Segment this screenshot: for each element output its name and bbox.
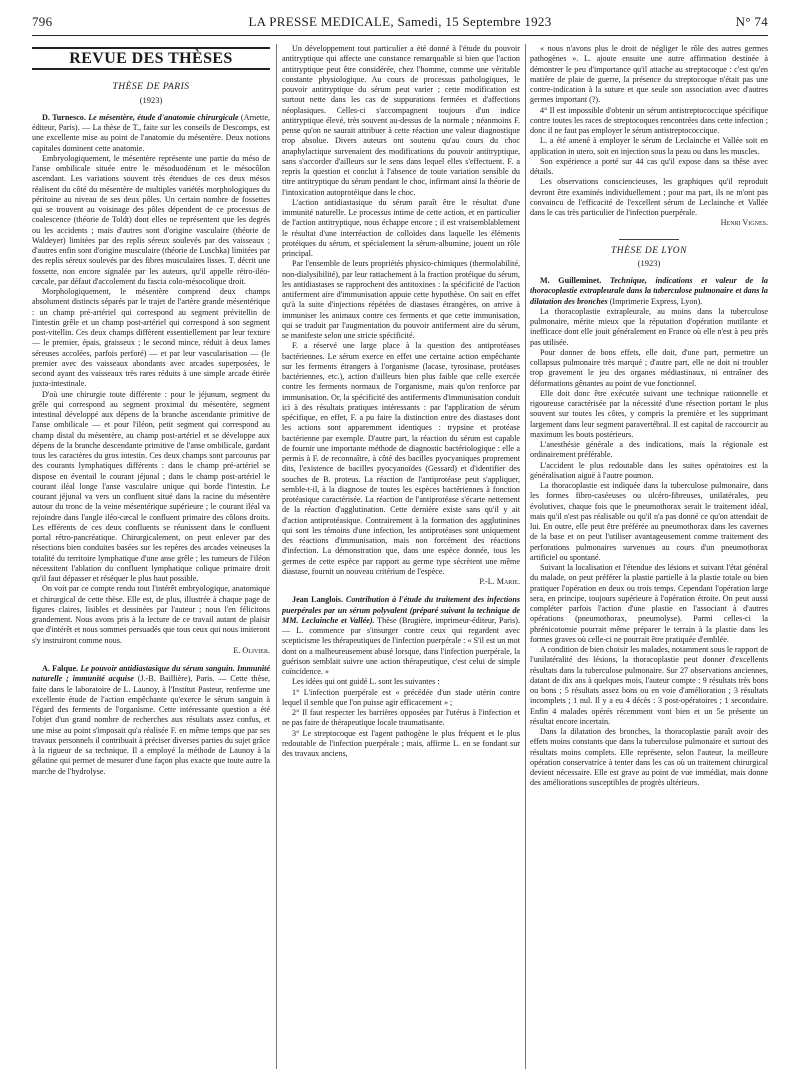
author-name: D. Turnesco.: [42, 112, 86, 122]
review-paragraph: D'où une chirurgie toute différente : pour le jéjunum, segment du grêle qui correspond au segment proximal du mésentère, segment intestinal développé aux dépens de la branche ascendante primitive de l'anse ombilicale — et pour l'iléon, petit segment qui correspond au champ distal du mésentère, au champ post-artériel et se développe aux dépens de la branche descendante primitive de l'anse ombilicale, gardant tous les caractères du gros intestin. Ces deux champs sont parcourus par des courants lymphatiques différents : dans le champ pré-artériel se dispose en éventail le courant jéjunal ; dans le champ post-artériel le courant iléal longe l'anse vasculaire unique qui borde l'intestin. Le courant jéjunal va vers un confluent situé dans la racine du mésentère autour du tronc de la veine mésentérique supérieure ; le courant iléal va rejoindre dans l'angle iléo-cæcal le confluent primaire des côlons droits. Les efférents de ces deux confluents se réunissent dans le confluent portal rétro-pancréatique. Chirurgicalement, on peut enlever par des résections bien conduites basées sur les repères des arcades veineuses la totalité du territoire lymphatique d'une anse grêle ; les tumeurs de l'iléon nécessitent l'ablation du confluent lymphatique colique primaire droit qu'il faut dépasser et réséquer le plus haut possible.: [32, 389, 270, 583]
thesis-title: Contribution à l'étude du traitement des infections puerpérales par un sérum polyvalent (préparé suivant la technique de MM. Leclainche et Vallée).: [282, 595, 520, 625]
journal-title: LA PRESSE MEDICALE, Samedi, 15 Septembre 1923: [248, 14, 552, 29]
falque-review: [32, 664, 270, 777]
review-paragraph: Dans la dilatation des bronches, la thoracoplastie paraît avoir des effets moins constants que dans la tuberculose pulmonaire et surtout des résultats moins complets. Elle représente, selon l'auteur, la meilleure opération conservatrice à tenter dans les cas où un traitement chirurgical devient nécessaire. Elle est grave au point de vue immédiat, mais donne des améliorations susceptibles de progrès ultérieurs.: [530, 727, 768, 788]
review-paragraph: 4° Il est impossible d'obtenir un sérum antistreptococcique spécifique contre toutes les races de streptocoques rencontrées dans cette infection ; donc il ne faut pas employer le sérum antistreptococcique.: [530, 105, 768, 135]
lyon-heading: THÈSE DE LYON: [611, 245, 687, 256]
review-paragraph: Les idées qui ont guidé L. sont les suivantes :: [292, 677, 440, 687]
paris-heading: THÈSE DE PARIS: [112, 82, 190, 93]
review-paragraph: 1° L'infection puerpérale est « précédée d'un stade utérin contre lequel il semble que l'on puisse agir efficacement » ;: [282, 687, 520, 707]
guilleminet-review: [530, 276, 768, 307]
review-paragraph: La thoracoplastie est indiquée dans la tuberculose pulmonaire, dans les formes fibro-caséeuses ou ulcéro-fibreuses, unilatérales, peu évolutives, chaque fois que le pneumothorax serait le traitement idéal, mais qu'il n'est pas réalisable ou qu'il n'a pas donné ce qu'on attendait de lui. En outre, elle peut être préférée au pneumothorax dans les cavernes de la base et on peut l'utiliser avantageusement comme traitement des perforations pulmonaires survenues au cours d'un pneumothorax artificiel ou spontané.: [530, 481, 768, 562]
column-separator: [276, 44, 277, 1069]
author-name: Jean Langlois.: [292, 595, 343, 605]
review-paragraph: On voit par ce compte rendu tout l'intérêt embryologique, anatomique et chirurgical de cette thèse. Elle est, de plus, illustrée à chaque page de figures claires, lisibles et dessinées par l'auteur ; nous l'en félicitons grandement. Nous avons pris à la lecture de ce travail autant de plaisir que d'intérêt et nous sommes persuadés que tous ceux qui nous imiteront s'y instruiront comme nous.: [32, 584, 270, 645]
review-paragraph: La thoracoplastie extrapleurale, au moins dans la tuberculose pulmonaire, mérite mieux que la réputation d'opération mutilante et inefficace dont elle jouit généralement en France où elle n'est à peu près pas utilisée.: [530, 306, 768, 347]
review-paragraph: Suivant la localisation et l'étendue des lésions et suivant l'état général du malade, on peut préférer la plastie partielle à la plastie totale ou bien pratiquer l'opération en deux ou trois temps. Cependant l'opération large sera, en principe, toujours supérieure à l'opération étroite. On peut aussi compléter parfois l'action d'une plastie en l'associant à d'autres opérations (pneumothorax, pneumolyse). Parmi celles-ci la phrénicotomie pourrait même préparer le terrain à la plastie dans les formes graves où celle-ci ne pourrait être pratiquée d'emblée.: [530, 563, 768, 644]
lyon-year: (1923): [637, 257, 661, 268]
review-paragraph: L. a été amené à employer le sérum de Leclainche et Vallée soit en application in utero, soit en injection sous la peau ou dans les muscles.: [530, 136, 768, 156]
reviewer-signature: Henri Vignes.: [720, 218, 768, 228]
issue-number: N° 74: [735, 14, 768, 29]
thesis-title: Le pouvoir antidiastasique du sérum sanguin. Immunité naturelle ; immunité acquise: [32, 664, 270, 684]
review-paragraph: F. a réservé une large place à la question des antiprotéases bactériennes. Le sérum exerce en effet une certaine action empêchante sur les ferments étrangers à l'organisme (lacase, tyrosinase, protéases bactériennes, etc.), action d'ailleurs bien plus faible que celle exercée contre les ferments normaux de l'organisme, mais qu'on renforce par immunisation. Or, la spécificité des antiferments d'immunisation conduit ici à des résultats pratiques intéressants : par l'application de sérum spécifique, en effet, F. a pu faire la distinction entre des diastases dont les actions sont apparemment identiques : trypsine et protéase bactérienne par exemple. D'autre part, la réaction du sérum est capable de fournir une importante méthode de diagnostic bactériologique : elle a permis à F. de reconnaître, à côté des bacilles pyocyaniques proprement dits, l'existence de bacilles pyocyanoïdes (Gessard) et d'identifier des souches de B. proteus. La réaction de l'antiprotéase peut s'appliquer, semble-t-il, à la diagnose de toutes les espèces bactériennes à fonction protéasique caractérisée. La réaction de l'antiprotéase s'écarte nettement de la réaction d'agglutination. Cette dernière existe sans qu'il y ait d'action antiprotéasique. Contrairement à la formation des agglutinines qui sont les témoins d'une infection, les antiprotéases sont uniquement des réactions d'immunisation, mais non forcément des réactions d'infection. La démonstration que, dans une espèce donnée, tous les germes de cette espèce par rapport au germe type sécrètent une même diastase, fournit un nouveau critérium de l'espèce.: [282, 341, 520, 576]
review-text: Thèse (Brugière, imprimeur-éditeur, Paris). — L. commence par s'insurger contre ceux qui regardent avec scepticisme les thérapeutiques de l'infection puerpérale : « S'il est un mot dont on a malheureusement abusé lorsque, dans l'infection puerpérale, la guérison semblait suivre une action thérapeutique, c'est celui de simple coïncidence. »: [282, 615, 520, 676]
page-number: 796: [32, 14, 53, 29]
header-rule: [32, 35, 768, 36]
review-paragraph: L'action antidiastasique du sérum paraît être le résultat d'une immunité naturelle. Le processus intime de cette action, et en particulier de l'action antitryptique, nous échappe encore ; il est vraisemblablement le résultat d'une interréaction de colloïdes dans laquelle les éléments protéiques du sérum, et spécialement la sérum-albumine, jouent un rôle principal.: [282, 197, 520, 258]
review-paragraph: 3° Le streptocoque est l'agent pathogène le plus fréquent et le plus redoutable de l'infection puerpérale ; mais, affirme L. en se fondant sur des travaux anciens,: [282, 728, 520, 758]
author-name: A. Falque.: [42, 664, 79, 673]
review-paragraph: Pour donner de bons effets, elle doit, d'une part, permettre un collapsus pulmonaire très marqué ; d'autre part, elle ne doit ni troubler trop gravement le jeu des organes médiastinaux, ni entraîner des déformations gênantes au point de vue fonctionnel.: [530, 347, 768, 388]
review-paragraph: Par l'ensemble de leurs propriétés physico-chimiques (thermolabilité, non-dialysibilité), par leur rattachement à la fraction protéique du sérum, les antidiastases se rapprochent des antitoxines : la spécificité de l'action antiferment aire d'immunisation appuie cette hypothèse. On sait en effet qu'à la suite d'injections répétées de diastases étrangères, on arrive à immuniser les animaux contre ces ferments et que cette immunisation, qui se traduit par l'augmentation du pouvoir antiferment aire du sérum, se manifeste selon une stricte spécificité.: [282, 259, 520, 340]
langlois-review: [282, 595, 520, 677]
review-text: (Arnette, éditeur, Paris). — La thèse de T., faite sur les conseils de Descomps, est une excellente mise au point de l'anatomie du mésentère. Deux notions capitales dominent cette anatomie.: [32, 112, 270, 153]
review-paragraph: Un développement tout particulier a été donné à l'étude du pouvoir antitryptique qui affecte une constance remarquable si bien que l'action antitryptique peut être considérée, chez l'homme, comme une véritable constante physiologique. Au cours de processus pathologiques, le pouvoir antitryptique du sérum peut varier ; cette modification est surtout nette dans les cas de suppurations fermées et d'affections néoplasiques. Celles-ci s'accompagnent toujours d'un indice antitryptique élevé, très souvent au-dessus de la normale ; néanmoins F. pense qu'on ne saurait attribuer à cette réaction une valeur diagnostique trop absolue. Divers auteurs ont soutenu qu'au cours du choc anaphylactique survenaient des modifications du pouvoir antitryptique, sans s'accorder d'ailleurs sur le sens dans lequel elles s'effectuent. F. a repris la question et conclut à l'absence de toute variation sensible du titre antitryptique du sérum pendant le choc, infirmant ainsi la théorie de l'intoxication autoprotéique dans le choc.: [282, 44, 520, 197]
review-paragraph: Morphologiquement, le mésentère comprend deux champs absolument distincts séparés par le trajet de l'artère grande mésentérique : un champ pré-artériel qui correspond au segment prévitellin de l'intestin grêle et un champ post-artériel qui correspond à son segment post-vitellin. Ces deux champs diffèrent essentiellement par leur texture — le premier, épais, graisseux ; le second mince, réduit à deux lames séreuses accolées, parfois perforé) — et par leur vascularisation — (le premier avec des vaisseaux abondants avec arcades superposées, le second ayant des vaisseaux très rares réduits à une simple arcade étirée juxta-intestinale.: [32, 287, 270, 389]
review-text: (Imprimerie Express, Lyon).: [609, 296, 703, 306]
section-divider: [619, 239, 679, 240]
review-paragraph: Son expérience a porté sur 44 cas qu'il expose dans sa thèse avec détails.: [530, 156, 768, 176]
review-paragraph: Embryologiquement, le mésentère représente une partie du méso de l'anse ombilicale située entre le mésoduodénum et le mésocôlon ascendant. Les variations souvent très étendues de ces deux mésos réalisent du côté du mésentère de multiples variétés morphologiques du péritoine au niveau de ses deux pôles. Un certain nombre de fossettes qui se trouvent au voisinage des pôles dépendent de ce processus de coalescence (théorie de Toldt) dont elles ne représentent que les degrés ou les accidents ; mais d'autres sont d'origine vasculaire (théorie de Waldeyer) limitées par des replis séreux soulevés par des vaisseaux ; d'autres enfin sont d'origine musculaire (théorie de Luschka) limitées par des replis séreux soulevés par des fibres musculaires lisses. T. décrit une fossette, non encore signalée par les auteurs, qu'il appelle rétro-iléo-cæcale, par défaut d'accolement du fascia colo-mésocolique droit.: [32, 153, 270, 286]
turnesco-review: [32, 113, 270, 154]
column-separator: [525, 44, 526, 1069]
review-paragraph: L'accident le plus redoutable dans les suites opératoires est la généralisation aiguë à l'autre poumon.: [530, 460, 768, 480]
reviewer-signature: E. Olivier.: [233, 645, 270, 655]
column-1: [32, 44, 270, 1074]
paris-year: (1923): [139, 94, 163, 105]
author-name: M. Guilleminet.: [540, 276, 602, 285]
review-paragraph: A condition de bien choisir les malades, notamment sous le rapport de l'unilatéralité des lésions, la thoracoplastie peut donner d'excellents résultats dans la tuberculose pulmonaire. Sur 27 observations anciennes, datant de dix ans à quelques mois, l'auteur compte : 9 résultats très bons ou bons ; 5 résultats assez bons ou en voie d'amélioration ; 3 résultats incomplets ; 1 nul. Il y a eu 4 décès : 3 post-opératoires ; 1 secondaire. Enfin 4 malades opérés récemment vont bien et un 5e présente un résultat encore incertain.: [530, 645, 768, 726]
column-2: [282, 44, 520, 1074]
thesis-title: Technique, indications et valeur de la thoracoplastie extrapleurale dans la tuberculose pulmonaire et dans la dilatation des bronches: [530, 276, 768, 306]
review-paragraph: L'anesthésie générale a des indications, mais la régionale est ordinairement préférable.: [530, 440, 768, 460]
review-paragraph: « nous n'avons plus le droit de négliger le rôle des autres germes pathogènes ». L. ajoute ensuite une autre affirmation destinée à démontrer le peu d'importance qu'il attache au streptocoque : c'est qu'en matière de plaie de guerre, la présence du streptocoque n'était pas une contre-indication à la suture et que seule son association avec d'autres germes important (?).: [530, 44, 768, 105]
reviewer-signature: P.-L. Marie.: [479, 577, 520, 586]
review-paragraph: Elle doit donc être exécutée suivant une technique rationnelle et rigoureuse caractérisée par la nécessité d'une résection portant le plus souvent sur toutes les côtes, y compris la première et les supprimant largement dans leur segment paravertébral. Il est capital de raccourcir au maximum les bouts postérieurs.: [530, 388, 768, 439]
section-title: REVUE DES THÈSES: [32, 47, 270, 70]
thesis-title: Le mésentère, étude d'anatomie chirurgicale: [88, 112, 239, 122]
review-paragraph: 2° Il faut respecter les barrières opposées par l'utérus à l'infection et ne pas faire de thérapeutique locale traumatisante.: [282, 708, 520, 728]
review-text: (J.-B. Baillière), Paris. — Cette thèse, faite dans le laboratoire de L. Launoy, à l'Institut Pasteur, renferme une excellente étude de l'action empêchante qu'exerce le sérum sanguin à l'égard des ferments de l'organisme. Cette intéressante question a été l'objet d'un grand nombre de recherches aux résultats assez confus, et une mise au point s'imposait qu'a réalisée F. en même temps que par ses travaux personnels il contribuait à préciser diverses parties du sujet grâce à la rigueur de sa technique. Il a employé la méthode de Launoy à la gélatine qui permet de mesurer d'une façon plus exacte que toute autre la marche de l'hydrolyse.: [32, 674, 270, 776]
review-paragraph: Les observations consciencieuses, les graphiques qu'il reproduit devront être examinés individuellement ; pour ma part, ils ne m'ont pas convaincu de l'efficacité de l'excellent sérum de Leclainche et Vallée dans le cas très particulier de l'infection puerpérale.: [530, 177, 768, 217]
column-3: [530, 44, 768, 1074]
